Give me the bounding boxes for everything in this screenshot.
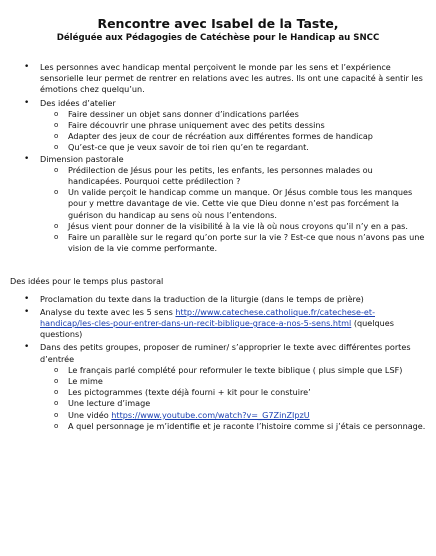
document-subtitle: Déléguée aux Pédagogies de Catéchèse pour le Handicap au SNCC	[56, 33, 380, 43]
list-item-pastorale	[10, 154, 426, 255]
list-item-analyse	[10, 307, 426, 341]
groupes-list	[10, 365, 426, 432]
document-title: Rencontre avec Isabel de la Taste,	[97, 16, 339, 31]
list-item: o A quel personnage je m’identifie et je raconte l’histoire comme si j’étais ce personnage.	[10, 421, 426, 432]
analyse-suffix: (quelques questions)	[40, 318, 395, 340]
list-item: o Faire un parallèle sur le regard qu’on porte sur la vie ? Est-ce que nous n’avons pas une vision de la vie comme performante.	[10, 232, 426, 254]
list-item: o Le français parlé complété pour reformuler le texte biblique ( plus simple que LSF)	[10, 365, 426, 376]
pastorale-list	[10, 165, 426, 255]
list-item: o Adapter des jeux de cour de récréation aux différentes formes de handicap	[10, 131, 426, 142]
intro-list	[10, 62, 426, 254]
groupes-label: Dans des petits groupes, proposer de ruminer/ s’approprier le texte avec différentes portes d’entrée	[40, 342, 411, 364]
list-item: o Les pictogrammes (texte déjà fourni + kit pour le constuire’	[10, 387, 426, 398]
analyse-text: Analyse du texte avec les 5 sens	[40, 306, 176, 317]
list-item: • Les personnes avec handicap mental perçoivent le monde par les sens et l’expérience sensorielle leur permet de rentrer en relations avec les autres. Ils ont une capacité à sentir les émotions chez quelqu’un.	[10, 62, 426, 96]
list-item: o Un valide perçoit le handicap comme un manque. Or Jésus comble tous les manques pour y mettre davantage de vie. Cette vie que Dieu donne n’est pas forcément la guérison du handicap au sens où nous l’entendons.	[10, 187, 426, 221]
youtube-link[interactable]: https://www.youtube.com/watch?v=_G7ZinZIpzU	[111, 409, 310, 420]
list-item: o Faire dessiner un objet sans donner d’indications parlées	[10, 109, 426, 120]
list-item: o Le mime	[10, 376, 426, 387]
list-item: o Une lecture d’image	[10, 398, 426, 409]
list-item: o Faire découvrir une phrase uniquement avec des petits dessins	[10, 120, 426, 131]
atelier-list	[10, 109, 426, 154]
list-item: o Jésus vient pour donner de la visibilité à la vie là où nous croyons qu’il n’y en a pas.	[10, 221, 426, 232]
atelier-label: Des idées d’atelier	[40, 97, 116, 108]
list-item-groupes	[10, 342, 426, 432]
list-item-video	[10, 410, 426, 421]
video-text: Une vidéo	[68, 409, 112, 420]
list-item: o Qu’est-ce que je veux savoir de toi rien qu’en te regardant.	[10, 142, 426, 153]
list-item-atelier	[10, 98, 426, 154]
list-item: o Prédilection de Jésus pour les petits, les enfants, les personnes malades ou handicapées. Pourquoi cette prédilection ?	[10, 165, 426, 187]
pastorale-label: Dimension pastorale	[40, 153, 124, 164]
temps-list	[10, 294, 426, 432]
section-heading: Des idées pour le temps plus pastoral	[10, 276, 164, 287]
catechese-link[interactable]: http://www.catechese.catholique.fr/catechese-et-handicap/les-cles-pour-entrer-dans-un-recit-biblique-grace-a-nos-5-sens.html	[40, 306, 375, 329]
list-item: • Proclamation du texte dans la traduction de la liturgie (dans le temps de prière)	[10, 294, 426, 305]
